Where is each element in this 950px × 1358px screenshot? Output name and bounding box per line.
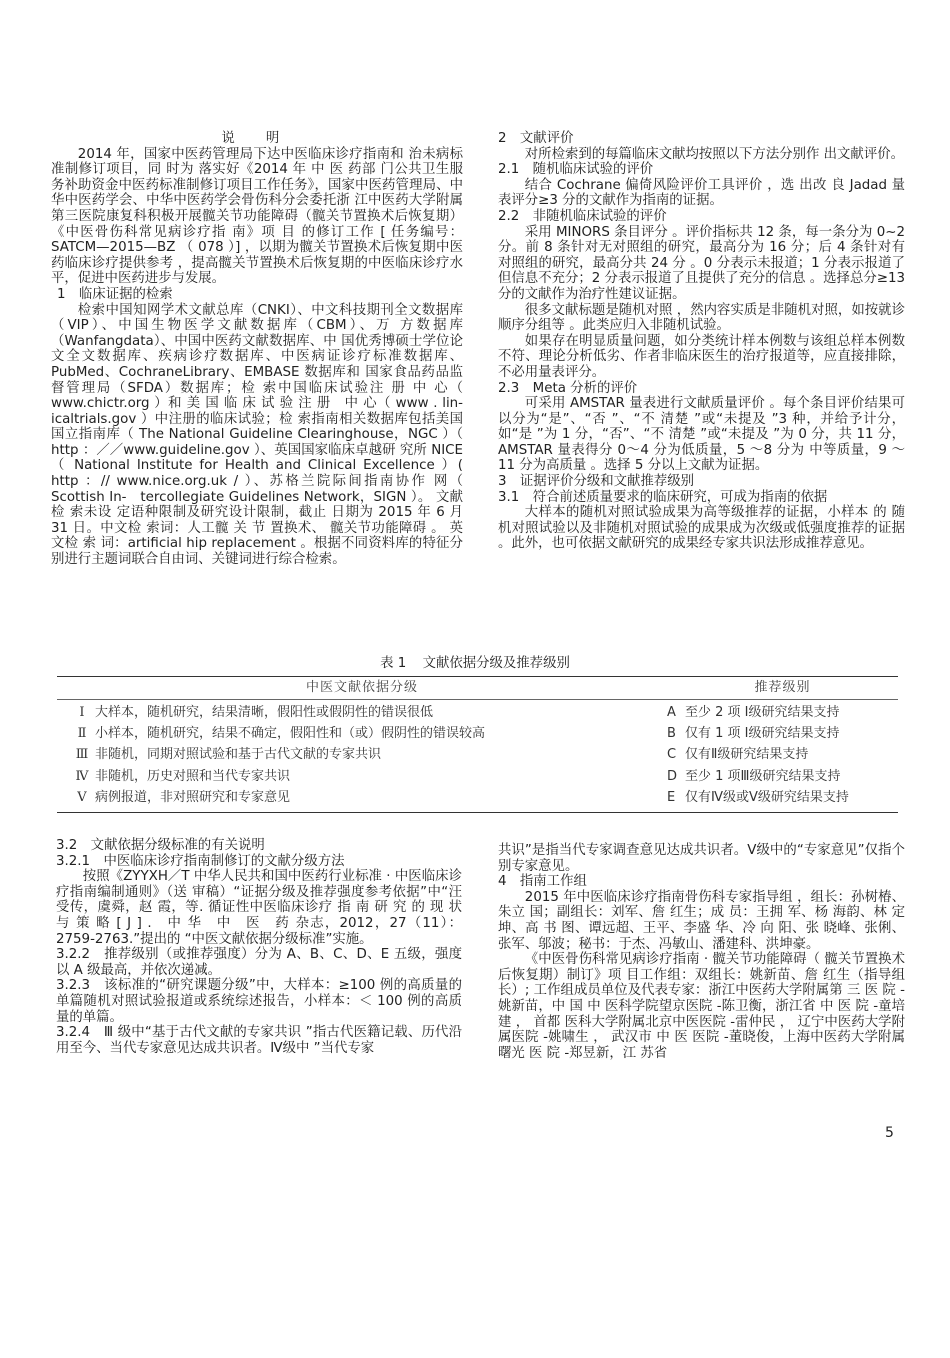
evidence-desc: 非随机，同期对照试验和基于古代文献的专家共识: [95, 747, 382, 763]
left-column-bottom: [56, 838, 462, 1056]
paragraph-2-3: 可采用 AMSTAR 量表进行文献质量评价 。每个条目评价结果可以分为“是”、“否 ”、“不 清楚 ”或“未提及 ”3 种，并给予计分，如“是 ”为 1 分，“否”、“不 清楚 ”或“未提及 ”为 0 分，共 11 分，AMSTAR 量表得分 0～4 分为低质量，5 ～8 分为 中等质量，9 ～11 分为高质量 。选择 5 分以上文献为证据。: [498, 396, 905, 474]
intro-paragraph: 2014 年，国家中医药管理局下达中医临床诊疗指南和 治未病标准制修订项目，同 时为 落实好《2014 年 中 医 药部 门公共卫生服务补助资金中医药标准制修订项目工作任务》，国家中医药管理局、中华中医药学会、中华中医药学会骨伤科分会委托浙 江中医药大学附属第三医院康复科积极开展髋关节功能障碍（髋关节置换术后恢复期）《中医骨伤科常见病诊疗指 南》项 目 的修订工作 [ 任务编号：SATCM—2015—BZ （ 078 ）] ，以期为髋关节置换术后恢复期中医药临床诊疗提供参考 ，提高髋关节置换术后恢复期的中医临床诊疗水平，促进中医药进步与发展。: [51, 146, 463, 287]
heading-2-3: 2.3 Meta 分析的评价: [498, 380, 638, 396]
evidence-desc: 大样本，随机研究，结果清晰，假阳性或假阴性的错误很低: [95, 705, 434, 720]
rec-desc: 至少 2 项 Ⅰ级研究结果支持: [685, 705, 840, 720]
left-column-top: [51, 131, 490, 568]
paragraph-4-b: 《中医骨伤科常见病诊疗指南 · 髋关节功能障碍（ 髋关节置换术后恢复期）制订》项 目工作组：双组长：姚新苗、詹 红生（指导组长）; 工作组成员单位及代表专家：浙江中医药大学附属第 三 医 院 -姚新苗，中 国 中 医科学院望京医院 -陈卫衡，浙江省 中 医 院 -童培建 ， 首都 医科大学附属北京中医医院 -雷仲民 ， 辽宁中医药大学附属医院 -姚啸生 ， 武汉市 中 医 医院 -董晓俊，上海中医药大学附属曙光 医 院 -郑昱新，江 苏省: [498, 952, 905, 1061]
rec-desc: 仅有Ⅱ级研究结果支持: [685, 747, 809, 763]
paragraph-3-2-4: 3.2.4 Ⅲ 级中“基于古代文献的专家共识 ”指古代医籍记载、历代沿用至今、当代专家意见达成共识者。Ⅳ级中 ”当代专家: [56, 1025, 462, 1056]
paragraph-3-2-1: 按照《ZYYXH／T 中华人民共和国中医药行业标准 · 中医临床诊疗指南编制通则》（送 审稿）“证据分级及推荐强度参考依据”中“汪 受传，虞舜，赵 霞，等. 循证性中医临床诊疗 指 南 研 究 的 现 状 与 策 略 [ J ] . 中 华 中 医 药 杂志，2012，27（11）：2759-2763.”提出的 “中医文献依据分级标准”实施。: [56, 869, 462, 947]
paragraph-2-2-c: 如果存在明显质量问题，如分类统计样本例数与该组总样本例数不符、理论分析低劣、作者非临床医生的治疗报道等，应直接排除，不必用量表评分。: [498, 333, 905, 380]
heading-2-2: 2.2 非随机临床试验的评价: [498, 208, 667, 224]
paragraph-3-1: 大样本的随机对照试验成果为高等级推荐的证据，小样本 的 随 机对照试验以及非随机对照试验的成果成为次级或低强度推荐的证据 。此外，也可依据文献研究的成果经专家共识法形成推荐意见。: [498, 505, 905, 552]
table-header-row: [57, 677, 898, 700]
evidence-desc: 小样本，随机研究，结果不确定，假阳性和（或）假阴性的错误较高: [95, 726, 486, 742]
table-caption-title: 文献依据分级及推荐级别: [422, 656, 570, 671]
evidence-level: Ⅱ: [77, 726, 87, 742]
rec-desc: 仅有Ⅳ级或Ⅴ级研究结果支持: [685, 789, 849, 805]
rec-grade: D: [667, 768, 678, 784]
section-title-shuoming: 说 明: [221, 131, 293, 146]
paragraph-search: 检索中国知网学术文献总库（CNKI）、中文科技期刊全文数据库（VIP）、中国生物医学文献数据库（CBM）、万 方数据库（Wanfangdata）、中国中医药文献数据库、中 国优秀博硕士学位论文全文数据库、疾病诊疗数据库、中医病证诊疗标准数据库、PubMed、CochraneLibrary、EMBASE 数据库和 国家食品药品监督管理局（SFDA）数据库；检 索中国临床试验注 册 中 心（ www.chictr.org ）和 美 国 临 床 试 验 注 册 中 心（ www . lin- icaltrials.gov ）中注册的临床试验；检 索指南相关数据库包括美国国立指南库（ The National Guideline Clearinghouse，NGC ）（ http ：／／www.guideline.gov ）、英国国家临床卓越研 究所 NICE （ National Institute for Health and Clinical Excellence ）( http ：// www.nice.org.uk / ）、苏格兰院际间指南协作 网（ Scottish In- tercollegiate Guidelines Network，SIGN ）。 文献检 索未设 定语种限制及研究设计限制，截止 日期为 2015 年 6 月 31 日。中文检 索词：人工髋 关 节 置换术、 髋关节功能障碍 。 英文检 索 词：artificial hip replacement 。根据不同资料库的特征分别进行主题词联合自由词、关键词进行综合检索。: [51, 302, 490, 568]
paragraph-2-2-b: 很多文献标题是随机对照 ，然内容实质是非随机对照，如按就诊顺序分组等 。此类应归入非随机试验。: [498, 302, 905, 334]
table-header-recommendation: 推荐级别: [754, 680, 811, 695]
evidence-level: Ⅰ: [79, 705, 85, 720]
table-caption-label: 表 1: [380, 656, 407, 671]
heading-1-search: 1 临床证据的检索: [57, 286, 173, 302]
rec-grade: E: [667, 789, 676, 805]
heading-2-1: 2.1 随机临床试验的评价: [498, 162, 654, 178]
paragraph-3-2-2: 3.2.2 推荐级别（或推荐强度）分为 A、B、C、D、E 五级，强度以 A 级最高，并依次递减。: [56, 947, 462, 978]
paragraph-2-1: 结合 Cochrane 偏倚风险评价工具评价 ，选 出改 良 Jadad 量表评分≥3 分的文献作为指南的证据。: [498, 177, 905, 209]
heading-4: 4 指南工作组: [498, 874, 587, 890]
paragraph-2-2-a: 采用 MINORS 条目评分 。评价指标共 12 条，每一条分为 0~2 分。前 8 条针对无对照组的研究，最高分为 16 分；后 4 条针对有对照组的研究，最高分共 24 分 。0 分表示未报道；1 分表示报道了但信息不充分；2 分表示报道了且提供了充分的信息 。选择总分≥13 分的文献作为治疗性建议证据。: [498, 224, 905, 302]
table-caption: [0, 656, 950, 672]
paragraph-3-2-4-continued: 共识”是指当代专家调查意见达成共识者。Ⅴ级中的“专家意见”仅指个别专家意见。: [498, 843, 905, 874]
heading-2-evaluation: 2 文献评价: [498, 131, 574, 146]
right-column-top: [498, 131, 905, 552]
evidence-level: Ⅳ: [75, 768, 89, 784]
heading-3-2-1: 3.2.1 中医临床诊疗指南制修订的文献分级方法: [56, 853, 345, 869]
rec-grade: C: [667, 747, 677, 763]
table-row: [57, 787, 898, 808]
table-row: [57, 702, 898, 723]
table-header-evidence: 中医文献依据分级: [305, 680, 418, 695]
paragraph-3-2-3: 3.2.3 该标准的“研究课题分级”中，大样本：≥100 例的高质量的单篇随机对照试验报道或系统综述报告，小样本：＜ 100 例的高质量的单篇。: [56, 978, 462, 1025]
paragraph-4-a: 2015 年中医临床诊疗指南骨伤科专家指导组 ，组长：孙树椿、朱立 国；副组长：刘军、詹 红生；成 员：王拥 军、杨 海韵、林 定坤、高 书 图、谭远超、王平、李盛 华、冷 向 阳、张 晓峰、张俐、张军、邬波；秘书：于杰、冯敏山、潘建科、洪坤豪。: [498, 889, 905, 952]
rec-desc: 至少 1 项Ⅲ级研究结果支持: [685, 768, 841, 784]
evidence-desc: 非随机，历史对照和当代专家共识: [95, 768, 291, 784]
right-column-bottom: [498, 843, 905, 1061]
heading-3-1: 3.1 符合前述质量要求的临床研究，可成为指南的依据: [498, 489, 828, 505]
heading-3: 3 证据评价分级和文献推荐级别: [498, 474, 694, 490]
evidence-desc: 病例报道，非对照研究和专家意见: [95, 789, 291, 805]
evidence-grade-table: [57, 676, 898, 813]
heading-3-2: 3.2 文献依据分级标准的有关说明: [56, 838, 265, 853]
evidence-level: Ⅴ: [77, 789, 87, 805]
evidence-level: Ⅲ: [75, 747, 89, 763]
table-row: [57, 744, 898, 765]
page-number: 5: [885, 1125, 894, 1141]
rec-desc: 仅有 1 项 Ⅰ级研究结果支持: [685, 726, 840, 742]
rec-grade: B: [667, 726, 676, 742]
table-row: [57, 766, 898, 787]
rec-grade: A: [667, 705, 676, 720]
table-row: [57, 723, 898, 744]
paragraph-evaluation: 对所检索到的每篇临床文献均按照以下方法分别作 出文献评价。: [524, 146, 904, 162]
table-body: [57, 700, 898, 812]
